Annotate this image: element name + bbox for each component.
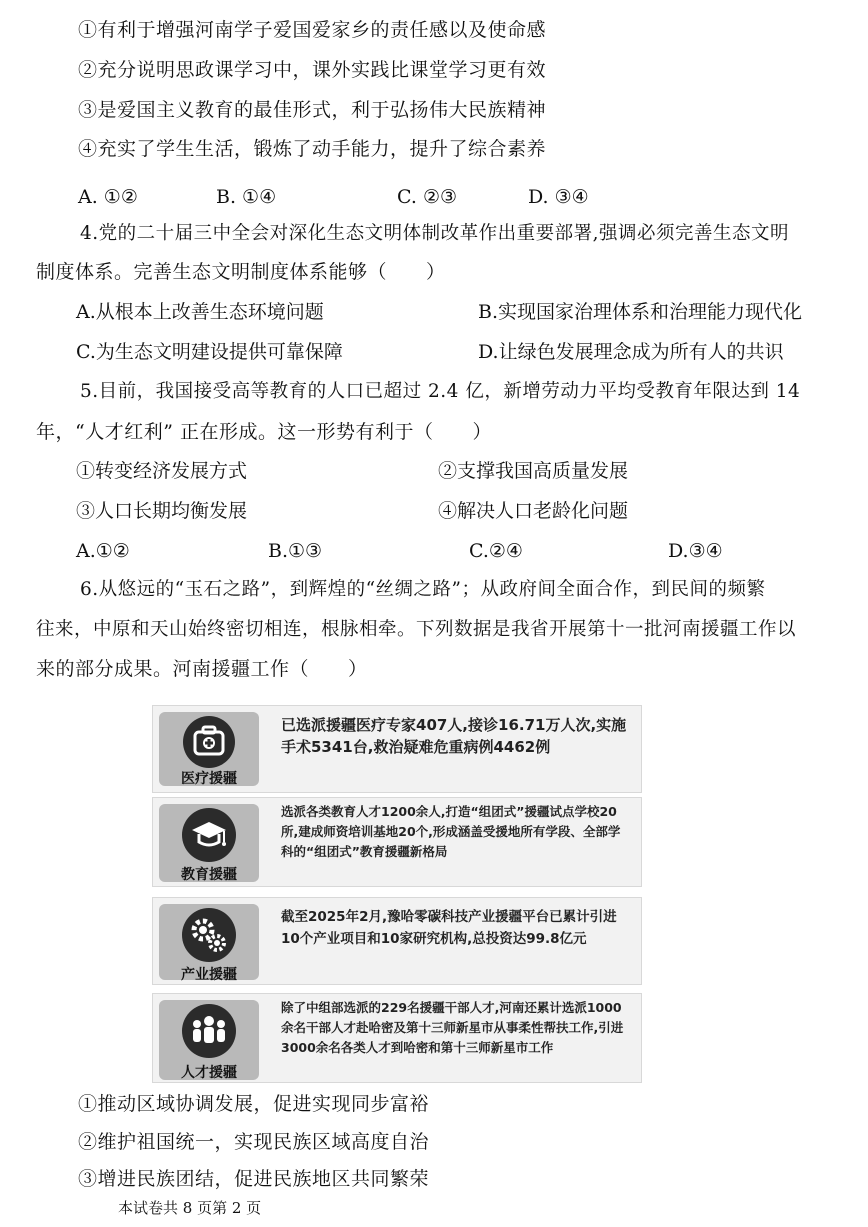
education-aid-text: 选派各类教育人才1200余人,打造“组团式”援疆试点学校20所,建成师资培训基地20个,形成涵盖受援地所有学段、全部学科的“组团式”教育援疆新格局 xyxy=(281,804,621,859)
q5-item-4: ④解决人口老龄化问题 xyxy=(438,500,629,522)
q5-item-2: ②支撑我国高质量发展 xyxy=(438,460,629,482)
q6-stem-line3: 来的部分成果。河南援疆工作（ ） xyxy=(36,658,368,680)
q3-item-4: ④充实了学生生活，锻炼了动手能力，提升了综合素养 xyxy=(78,138,547,160)
people-group-icon xyxy=(182,1004,236,1058)
q3-item-1: ①有利于增强河南学子爱国爱家乡的责任感以及使命感 xyxy=(78,19,547,41)
panel-talent-aid xyxy=(152,993,642,1083)
q5-item-3: ③人口长期均衡发展 xyxy=(76,500,248,522)
panel-industry-aid xyxy=(152,897,642,985)
q3-item-3: ③是爱国主义教育的最佳形式，利于弘扬伟大民族精神 xyxy=(78,99,547,121)
panel-medical-aid xyxy=(152,705,642,793)
q3-item-2: ②充分说明思政课学习中，课外实践比课堂学习更有效 xyxy=(78,59,547,81)
q6-item-1: ①推动区域协调发展，促进实现同步富裕 xyxy=(78,1093,430,1115)
q3-choice-d: D. ③④ xyxy=(528,186,589,208)
medical-aid-label: 医疗援疆 xyxy=(181,771,237,787)
industry-aid-text: 截至2025年2月,豫哈零碳科技产业援疆平台已累计引进10个产业项目和10家研究机构,总投资达99.8亿元 xyxy=(281,909,617,947)
q6-item-3: ③增进民族团结，促进民族地区共同繁荣 xyxy=(78,1168,430,1190)
q4-option-d: D.让绿色发展理念成为所有人的共识 xyxy=(478,341,784,363)
industry-aid-label: 产业援疆 xyxy=(181,967,237,983)
graduation-cap-icon xyxy=(182,808,236,862)
industry-aid-badge xyxy=(159,904,259,983)
q3-choice-b: B. ①④ xyxy=(216,186,277,208)
q5-choice-b: B.①③ xyxy=(268,540,323,562)
q4-option-a: A.从根本上改善生态环境问题 xyxy=(76,301,324,323)
q4-stem-line2: 制度体系。完善生态文明制度体系能够（ ） xyxy=(36,261,446,283)
q4-option-c: C.为生态文明建设提供可靠保障 xyxy=(76,341,343,363)
education-aid-badge xyxy=(159,804,259,882)
q5-choice-a: A.①② xyxy=(76,540,130,562)
panel-education-aid xyxy=(152,797,642,887)
talent-aid-badge xyxy=(159,1000,259,1080)
talent-aid-label: 人才援疆 xyxy=(181,1065,237,1081)
medical-kit-icon xyxy=(183,716,235,768)
q4-option-b: B.实现国家治理体系和治理能力现代化 xyxy=(478,301,803,323)
q5-stem-line2: 年，“人才红利” 正在形成。这一形势有利于（ ） xyxy=(36,421,492,443)
medical-aid-text: 已选派援疆医疗专家407人,接诊16.71万人次,实施手术5341台,救治疑难危重病例4462例 xyxy=(281,716,627,756)
medical-aid-badge xyxy=(159,712,259,786)
q5-item-1: ①转变经济发展方式 xyxy=(76,460,248,482)
q6-stem-line2: 往来，中原和天山始终密切相连，根脉相牵。下列数据是我省开展第十一批河南援疆工作以 xyxy=(36,619,797,640)
q6-item-2: ②维护祖国统一，实现民族区域高度自治 xyxy=(78,1131,430,1153)
page-footer: 本试卷共 8 页第 2 页 xyxy=(118,1199,262,1217)
gears-icon xyxy=(182,908,236,962)
q5-choice-c: C.②④ xyxy=(469,540,523,562)
q5-stem-line1: 5.目前，我国接受高等教育的人口已超过 2.4 亿，新增劳动力平均受教育年限达到 14 xyxy=(80,381,801,402)
q5-choice-d: D.③④ xyxy=(668,540,723,562)
talent-aid-text: 除了中组部选派的229名援疆干部人才,河南还累计选派1000余名干部人才赴哈密及第十三师新星市从事柔性帮扶工作,引进3000余名各类人才到哈密和第十三师新星市工作 xyxy=(281,1000,624,1055)
education-aid-label: 教育援疆 xyxy=(181,867,237,883)
q6-stem-line1: 6.从悠远的“玉石之路”，到辉煌的“丝绸之路”；从政府间全面合作，到民间的频繁 xyxy=(80,579,766,600)
q4-stem-line1: 4.党的二十届三中全会对深化生态文明体制改革作出重要部署,强调必须完善生态文明 xyxy=(80,223,790,244)
q3-choice-a: A. ①② xyxy=(78,186,138,208)
q3-choice-c: C. ②③ xyxy=(397,186,458,208)
